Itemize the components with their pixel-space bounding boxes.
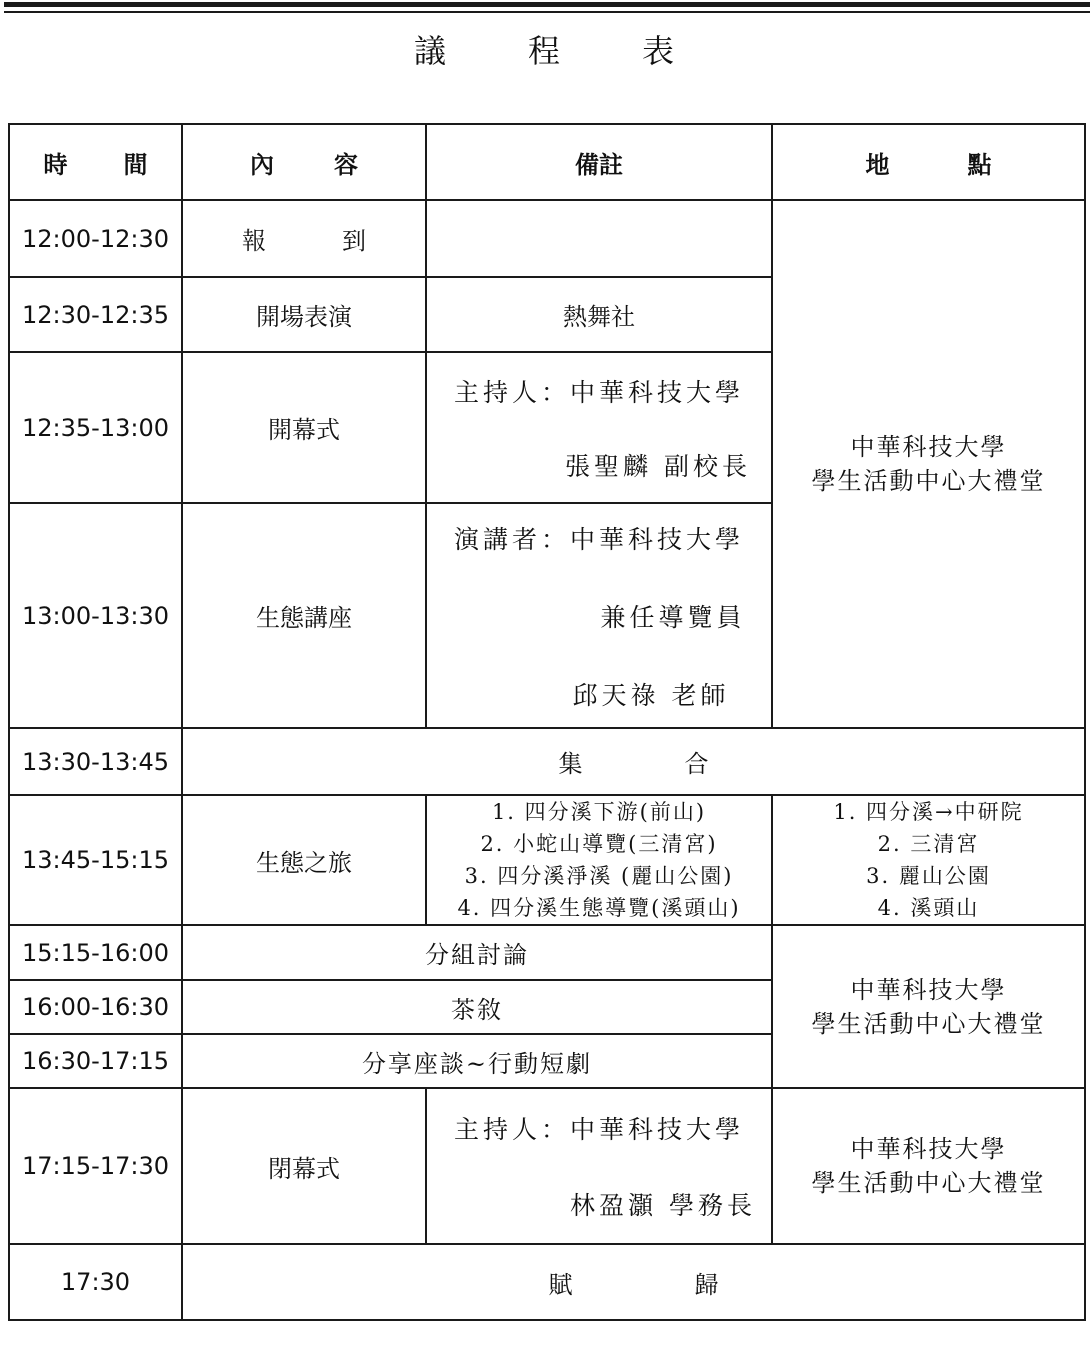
content-cell: 生態之旅	[182, 795, 426, 925]
venue-line-2: 學生活動中心大禮堂	[811, 1009, 1046, 1038]
list-item: 3. 麗山公園	[866, 864, 991, 888]
content-char-2: 歸	[694, 1270, 719, 1299]
note-line: 主持人：中華科技大學	[453, 1115, 744, 1144]
table-row	[9, 728, 1085, 795]
time-cell: 12:35-13:00	[9, 352, 182, 503]
venue-cell-2	[772, 925, 1085, 1088]
document-title	[0, 26, 1090, 72]
time-cell: 17:15-17:30	[9, 1088, 182, 1244]
note-line: 演講者：中華科技大學	[453, 524, 744, 554]
header-content-char-2: 容	[334, 149, 358, 179]
table-row	[9, 795, 1085, 925]
table-row	[9, 1088, 1085, 1244]
note-line: 邱天祿 老師	[572, 680, 730, 710]
venue-line-1: 中華科技大學	[850, 1135, 1007, 1163]
time-cell: 13:30-13:45	[9, 728, 182, 795]
note-cell-empty	[426, 200, 772, 277]
content-cell: 生態講座	[182, 503, 426, 728]
header-place	[772, 124, 1085, 200]
place-list-cell	[772, 795, 1085, 925]
content-cell: 開幕式	[182, 352, 426, 503]
table-row	[9, 1244, 1085, 1320]
content-char-1: 報	[242, 227, 266, 255]
time-cell: 13:00-13:30	[9, 503, 182, 728]
header-place-char-2: 點	[967, 149, 992, 179]
content-cell-wide: 分組討論	[182, 925, 772, 980]
note-cell	[426, 1088, 772, 1244]
time-cell: 15:15-16:00	[9, 925, 182, 980]
content-cell-wide	[182, 728, 1085, 795]
content-char-1: 集	[558, 750, 583, 778]
top-rule-thin	[4, 11, 1090, 13]
list-item: 1. 四分溪下游(前山)	[491, 800, 707, 824]
time-cell: 16:00-16:30	[9, 980, 182, 1034]
header-note: 備註	[426, 124, 772, 200]
time-cell: 12:30-12:35	[9, 277, 182, 352]
list-item: 2. 三清宮	[877, 832, 980, 856]
title-char-1: 議	[413, 32, 448, 70]
list-item: 2. 小蛇山導覽(三清宮)	[480, 832, 718, 856]
route-list-cell	[426, 795, 772, 925]
header-content	[182, 124, 426, 200]
content-char-2: 到	[342, 227, 366, 255]
note-line: 張聖麟 副校長	[565, 451, 751, 481]
content-cell: 開場表演	[182, 277, 426, 352]
note-cell	[426, 352, 772, 503]
note-line: 主持人：中華科技大學	[453, 377, 744, 407]
content-char-2: 合	[684, 750, 709, 778]
content-cell-wide: 茶敘	[182, 980, 772, 1034]
note-line: 林盈灝 學務長	[570, 1191, 756, 1220]
venue-cell-3	[772, 1088, 1085, 1244]
time-cell: 16:30-17:15	[9, 1034, 182, 1088]
title-char-2: 程	[527, 32, 562, 70]
list-item: 4. 溪頭山	[877, 896, 980, 920]
title-char-3: 表	[642, 32, 677, 70]
content-cell: 閉幕式	[182, 1088, 426, 1244]
content-cell-wide: 分享座談~行動短劇	[182, 1034, 772, 1088]
time-cell: 13:45-15:15	[9, 795, 182, 925]
content-cell-wide	[182, 1244, 1085, 1320]
note-line: 兼任導覽員	[600, 602, 746, 632]
venue-line-1: 中華科技大學	[850, 433, 1007, 461]
list-item: 3. 四分溪淨溪 (麗山公園)	[464, 864, 734, 888]
content-char-1: 賦	[548, 1270, 573, 1299]
venue-line-2: 學生活動中心大禮堂	[811, 467, 1046, 495]
time-cell: 17:30	[9, 1244, 182, 1320]
content-cell	[182, 200, 426, 277]
header-row	[9, 124, 1085, 200]
header-content-char-1: 內	[250, 149, 274, 179]
note-cell: 熱舞社	[426, 277, 772, 352]
list-item: 1. 四分溪→中研院	[833, 800, 1024, 824]
header-time-char-2: 間	[123, 149, 148, 179]
list-item: 4. 四分溪生態導覽(溪頭山)	[457, 896, 741, 920]
table-row	[9, 925, 1085, 980]
header-time-char-1: 時	[43, 149, 68, 179]
time-cell: 12:00-12:30	[9, 200, 182, 277]
note-cell	[426, 503, 772, 728]
agenda-table	[8, 123, 1086, 1321]
top-rule-thick	[4, 2, 1090, 7]
table-row	[9, 200, 1085, 277]
venue-line-2: 學生活動中心大禮堂	[811, 1169, 1046, 1197]
venue-cell-1	[772, 200, 1085, 728]
header-place-char-1: 地	[865, 149, 890, 179]
header-time	[9, 124, 182, 200]
venue-line-1: 中華科技大學	[850, 975, 1007, 1004]
